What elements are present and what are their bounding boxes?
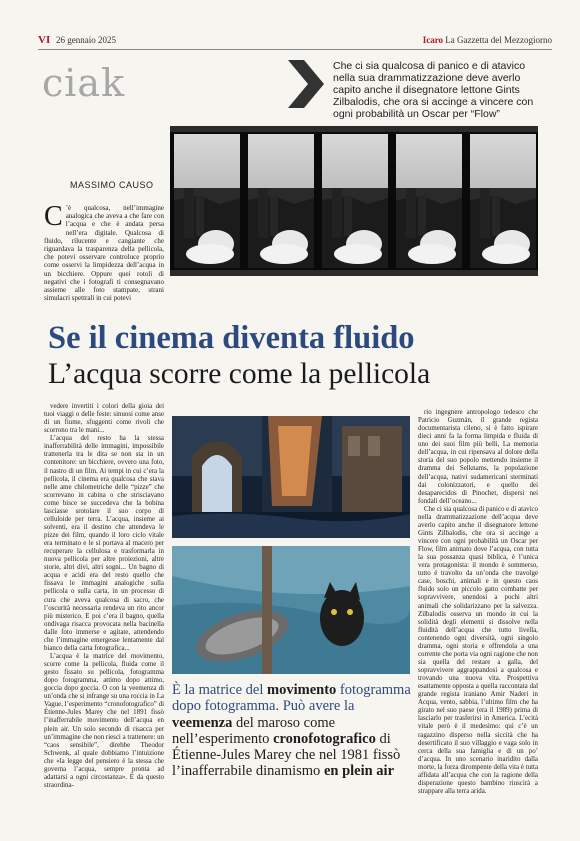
- headline: Se il cinema diventa fluido: [48, 320, 415, 356]
- subheadline: L’acqua scorre come la pellicola: [48, 358, 431, 390]
- page-header: [38, 34, 552, 50]
- pull-quote: [172, 682, 412, 780]
- drop-cap: C: [44, 201, 63, 232]
- film-still-cat-boat-photo: [172, 546, 410, 674]
- paragraph: Che ci sia qualcosa di panico e di atavico nella drammatizzazione dell’acqua deve averlo capito anche il disegnatore lettone Gints Zilbalodis, che ora si accinge a vincere con ogni probabilità un Oscar per Flow, film animato dove l’acqua, con tutta la sua possanza quasi biblica, è l’unica vera protagonista: il mondo è sommerso, tutto è travolto da un’onda che travolge case, boschi, animali e in questo caos fluido solo un piccolo gatto combatte per sopravvivere, unendosi a pochi altri animali che solidarizzano per la salvezza. Zilbalodis osserva un mondo in cui la solidità degli elementi si dissolve nella fluidità dell’acqua che tutto livella, contenendo ogni diversità, ogni singolo dramma, ogni storia e offrendola a una corrente che porta via ogni ragione che non sia quella del restare a galla, del sopravvivere aggrappandosi a qualcosa e trovando una nuova vita. Prospettiva esattamente opposta a quella raccontata dal grande regista iraniano Amir Naderi in Acqua, vento, sabbia, l’ultimo film che ha girato nel suo paese (era il 1989) prima di lasciarlo per trasferirsi in America. L’ecità vitale però è il medesimo: qui c’è un ragazzino disperso nella siccità che ha desertificato il suo villaggio e vaga solo in cerca della sua famiglia e di un po’ d’acqua. In uno scenario inaridito dalla morte, la forza dirompente della vita è tutta affidata all’acqua che con la ragione della disperazione questo bambino riuscirà a strappare alla terra arida.: [418, 505, 538, 795]
- quote-text: È la matrice del: [172, 682, 268, 698]
- quote-emphasis: veemenza: [172, 714, 233, 731]
- byline: MASSIMO CAUSO: [70, 180, 154, 190]
- brand-name: Icaro: [422, 35, 444, 45]
- lead-text: Che ci sia qualcosa di panico e di atavico nella sua drammatizzazione deve averlo capito anche il disegnatore lettone Gints Zilbalodis, che ora si accinge a vincere con ogni probabilità un Oscar per “Flow”: [333, 60, 534, 120]
- quote-text: fotogramma dopo fotogramma. Può avere la: [172, 682, 411, 715]
- paragraph: L’acqua è la matrice del movimento, scorre come la pellicola, fluida come il gesto fissato su pellicola, fotogramma dopo fotogramma, attimo dopo attimo, goccia dopo goccia. O con la veemenza di un’onda che si infrange su una roccia in La Vague, l’esperimento “cronofotografico” di Étienne-Jules Marey che nel 1891 fissò l’inafferrabile movimento dell’acqua en plein air. Un solo secondo di risacca per un’immagine che non riesci a trattenere: un “caos sensibile”, direbbe Theodor Schwenk, al quale dobbiamo l’intuizione che «la legge del pensiero è la stessa che governa l’acqua, sempre pronta ad adattarsi a ogni circostanza». È da questo straordina-: [44, 652, 164, 789]
- article-column-1: [44, 403, 164, 789]
- quote-text: di Étienne-Jules Marey che nel 1981 fissò l’inafferrabile dinamismo: [172, 730, 401, 780]
- quote-emphasis: cronofotografico: [273, 730, 376, 747]
- paragraph: L’acqua del resto ha la stessa inafferrabilità delle immagini, impossibile trattenerla tra le dita se non sta in un contenitore: un bicchiere, ovvero una foto, il nastro di un film. Ai tempi in cui c’era la pellicola, il cinema era qualcosa che stava nelle ame chilometriche delle “pizze” che scorrevano in cabina o che strisciavano come bisce se succedeva che la bobina lasciasse srotolare il suo corpo di celluloide per terra. L’acqua, insieme ai solventi, era il destino che attendeva le pizze dei film, quando il loro ciclo vitale era terminato e le si portava al macero per recuperare la cellulosa e trasformarla in nuova pellicola per altre proiezioni, altre storie, altri divi, altri sogni... Un bagno di acqua e acidi era del resto quello che fissava le immagini analogiche sulla pellicola o sulla carta, in un processo di cura che aveva qualcosa di sacro, che l’oscurità necessaria rendeva un rito ancor più misterico. E poi c’era il bagno, quella ondivaga risacca provocata nella bacinella dalle foto immerse e agitate, attendendo che l’immagine emergesse lentamente dal bianco della carta fotografica...: [44, 435, 164, 652]
- quote-emphasis: en plein air: [323, 763, 395, 780]
- issue-date: 26 gennaio 2025: [56, 35, 116, 45]
- paragraph: vedere invertiti i colori della gioia dei tuoi viaggi o delle feste: sinuosi come anse di un fiume, sfuggenti come rivoli che scorrono tra le mani...: [44, 403, 164, 435]
- film-still-ruins-photo: [172, 416, 410, 538]
- section-label: ciak: [42, 61, 126, 105]
- intro-paragraph: [44, 201, 164, 303]
- newspaper-name: La Gazzetta del Mezzogiorno: [445, 35, 552, 45]
- chevron-right-icon: [288, 60, 324, 108]
- masthead: [423, 35, 552, 45]
- intro-text: ’è qualcosa, nell’immagine analogica che aveva a che fare con l’acqua e che è andata persa nell’era digitale. Qualcosa di fluido, rilucente e cangiante che riguardava la trasparenza della pellicola, che potevi osservare controluce proprio come osservi la limpidezza dell’acqua in un bicchiere. Oppure quei rotoli di negativi che i fotografi ti consegnavano assieme alle foto stampate, strani simulacri spettrali in cui potevi: [44, 204, 164, 303]
- filmstrip-photo: [170, 126, 538, 276]
- quote-text: del maroso come nell’esperimento: [172, 714, 336, 747]
- quote-emphasis: movimento: [267, 682, 337, 698]
- page-number: VI: [38, 34, 51, 46]
- article-column-3: [418, 409, 538, 795]
- paragraph: rio ingegnere antropologo tedesco che Patricio Guzmán, il grande regista documentarista cileno, si è fatto ispirare dieci anni fa la forma limpida e fluida di uno dei suoi film più belli, La memoria dell’acqua, in cui ripensava al dolore della storia del suo popolo mettendo insieme il dramma dei Selknams, la popolazione dell’acqua, nativi sudamericani sterminati dai colonizzatori, e quello dei desaparecidos di Pinochet, dispersi nei fondali dell’oceano...: [418, 409, 538, 505]
